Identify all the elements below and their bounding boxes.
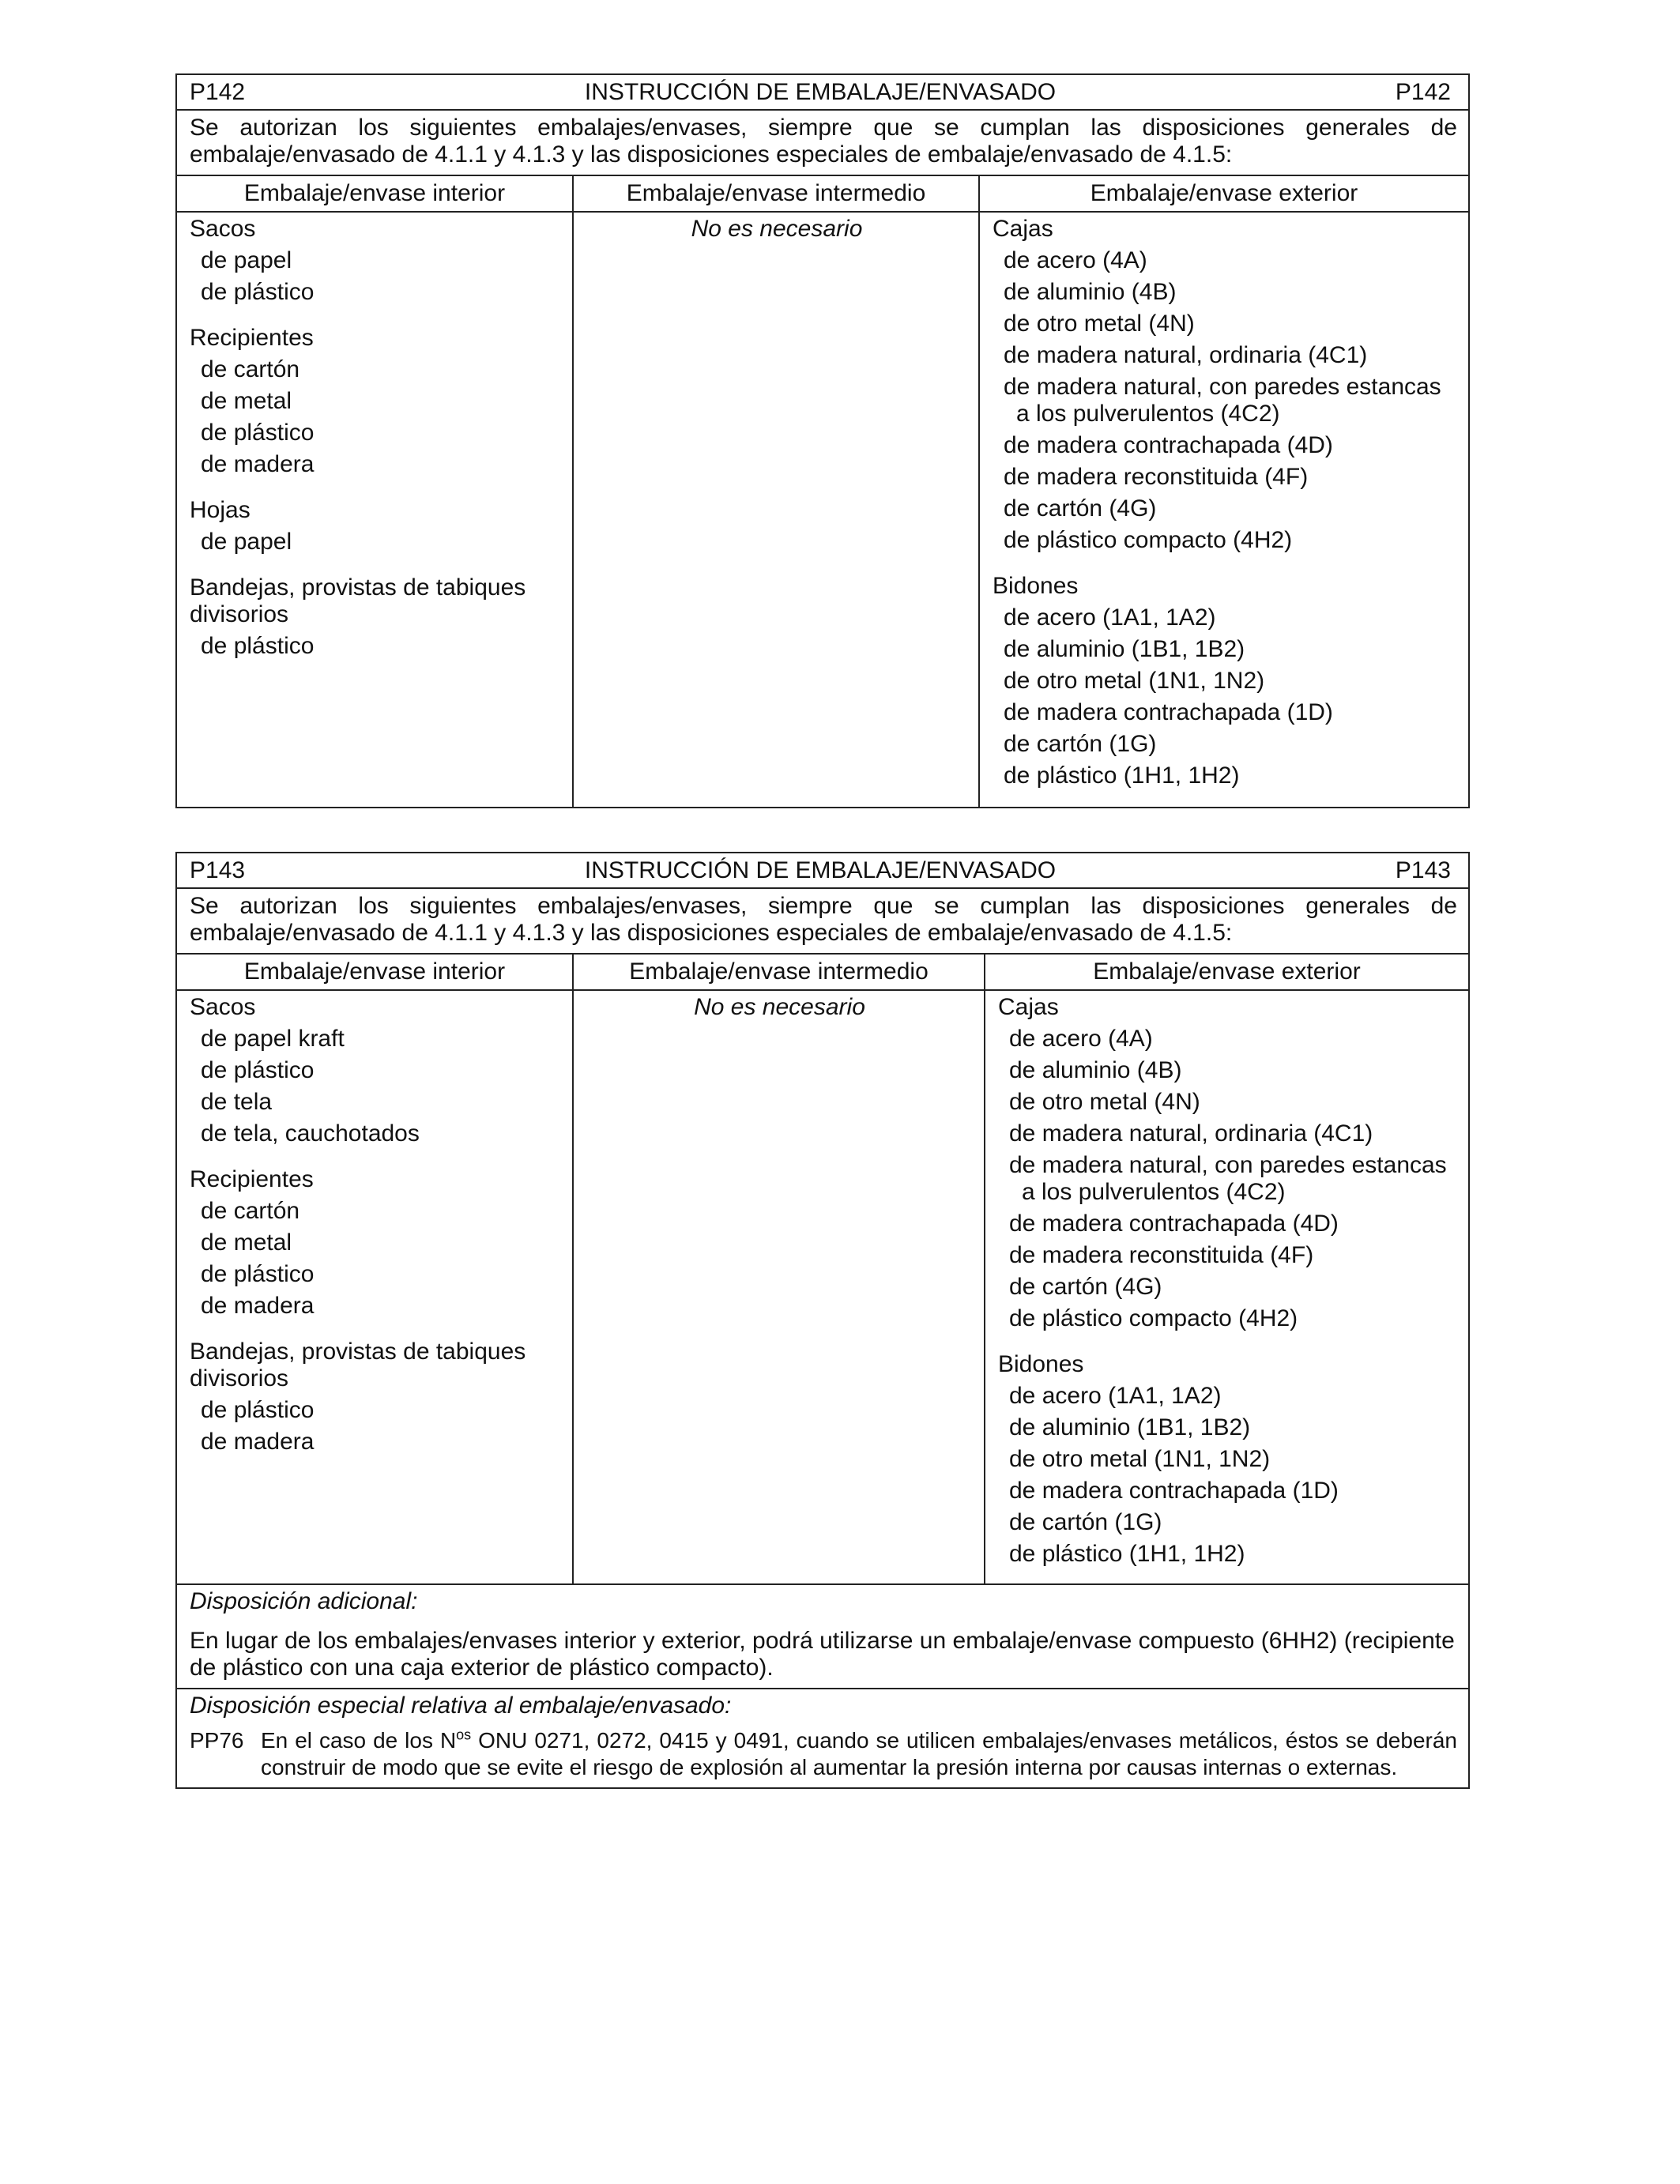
- instruction-intro: Se autorizan los siguientes embalajes/envases, siempre que se cumplan las disposiciones generales de embalaje/envasado de 4.1.1 y 4.1.3 y las disposiciones especiales de embalaje/envasado de 4.1.5:: [177, 111, 1468, 176]
- list-item: de cartón: [201, 1198, 300, 1224]
- list-item: de papel: [201, 247, 292, 273]
- intermediate-column: [574, 991, 985, 1583]
- exterior-column: [985, 991, 1468, 1583]
- special-provision-text-start: En el caso de los N: [261, 1728, 457, 1753]
- list-item: de aluminio (1B1, 1B2): [1004, 636, 1245, 662]
- list-item: de aluminio (1B1, 1B2): [1009, 1414, 1251, 1440]
- col-header-exterior: Embalaje/envase exterior: [1093, 958, 1361, 985]
- list-item: de cartón (4G): [1009, 1274, 1162, 1300]
- col-header-exterior: Embalaje/envase exterior: [1090, 180, 1358, 206]
- col-header-interior: Embalaje/envase interior: [177, 955, 574, 989]
- instruction-code-left: P142: [190, 78, 246, 105]
- list-item: de plástico compacto (4H2): [1004, 527, 1293, 553]
- list-item: de plástico: [201, 633, 315, 659]
- category-heading: Bidones: [998, 1351, 1084, 1377]
- category-heading: Hojas: [190, 497, 250, 523]
- category-heading: Bandejas, provistas de tabiques divisorios: [190, 1339, 526, 1391]
- list-item: de madera natural, con paredes estancas a los pulverulentos (4C2): [1009, 1152, 1447, 1205]
- category-heading: Sacos: [190, 994, 256, 1020]
- intermediate-column: [574, 213, 980, 807]
- list-item: de madera contrachapada (1D): [1004, 699, 1333, 725]
- list-item: de tela, cauchotados: [201, 1120, 420, 1147]
- packing-instruction-p142: [175, 73, 1470, 808]
- list-item: de madera: [201, 1429, 315, 1455]
- special-provision-superscript: os: [456, 1726, 472, 1743]
- list-item: de madera natural, ordinaria (4C1): [1004, 342, 1368, 368]
- packing-instruction-p143: [175, 852, 1470, 1789]
- list-item: de madera reconstituida (4F): [1009, 1242, 1314, 1268]
- list-item: de madera contrachapada (4D): [1004, 432, 1333, 458]
- instruction-intro: Se autorizan los siguientes embalajes/envases, siempre que se cumplan las disposiciones generales de embalaje/envasado de 4.1.1 y 4.1.3 y las disposiciones especiales de embalaje/envasado de 4.1.5:: [177, 889, 1468, 955]
- list-item: de tela: [201, 1089, 273, 1115]
- special-provision-title: Disposición especial relativa al embalaje/envasado:: [190, 1693, 732, 1719]
- list-item: de otro metal (4N): [1004, 311, 1195, 337]
- list-item: de acero (1A1, 1A2): [1009, 1383, 1222, 1409]
- category-heading: Sacos: [190, 216, 256, 242]
- col-header-intermediate: Embalaje/envase intermedio: [574, 955, 985, 989]
- special-provision-text: [261, 1727, 1457, 1781]
- instruction-code-left: P143: [190, 857, 246, 883]
- list-item: de cartón (4G): [1004, 495, 1157, 522]
- category-heading: Recipientes: [190, 325, 314, 351]
- instruction-code-right: P142: [1395, 78, 1451, 105]
- list-item: de madera: [201, 451, 315, 477]
- list-item: de plástico: [201, 279, 315, 305]
- list-item: de cartón (1G): [1004, 731, 1157, 757]
- list-item: de plástico: [201, 420, 315, 446]
- category-heading: Recipientes: [190, 1166, 314, 1192]
- instruction-title: INSTRUCCIÓN DE EMBALAJE/ENVASADO: [584, 78, 1057, 105]
- packaging-columns: [177, 991, 1468, 1585]
- col-header-intermediate: Embalaje/envase intermedio: [574, 176, 980, 211]
- list-item: de plástico (1H1, 1H2): [1009, 1541, 1245, 1567]
- list-item: de cartón: [201, 356, 300, 382]
- list-item: de papel: [201, 529, 292, 555]
- interior-column: [177, 991, 574, 1583]
- category-heading: Bidones: [993, 573, 1079, 599]
- list-item: de plástico: [201, 1057, 315, 1083]
- list-item: de otro metal (4N): [1009, 1089, 1200, 1115]
- list-item: de plástico: [201, 1261, 315, 1287]
- list-item: de acero (4A): [1004, 247, 1147, 273]
- additional-provision: [177, 1585, 1468, 1689]
- list-item: de plástico (1H1, 1H2): [1004, 763, 1240, 789]
- column-headers: [177, 176, 1468, 213]
- list-item: de madera natural, con paredes estancas a los pulverulentos (4C2): [1004, 374, 1441, 427]
- special-provision-text-end: ONU 0271, 0272, 0415 y 0491, cuando se utilicen embalajes/envases metálicos, éstos se deberán construir de modo que se evite el riesgo de explosión al aumentar la presión interna por causas internas o externas.: [261, 1728, 1457, 1779]
- list-item: de papel kraft: [201, 1026, 345, 1052]
- instruction-title: INSTRUCCIÓN DE EMBALAJE/ENVASADO: [584, 857, 1057, 883]
- interior-column: [177, 213, 574, 807]
- category-heading: Bandejas, provistas de tabiques divisorios: [190, 574, 526, 627]
- list-item: de plástico compacto (4H2): [1009, 1305, 1298, 1331]
- list-item: de metal: [201, 1229, 292, 1256]
- col-header-interior: Embalaje/envase interior: [177, 176, 574, 211]
- list-item: de madera contrachapada (4D): [1009, 1211, 1339, 1237]
- list-item: de madera reconstituida (4F): [1004, 464, 1309, 490]
- category-heading: Cajas: [998, 994, 1059, 1020]
- special-provision-entry: [190, 1727, 1457, 1781]
- additional-provision-title: Disposición adicional:: [190, 1588, 418, 1614]
- list-item: de cartón (1G): [1009, 1509, 1162, 1535]
- list-item: de acero (4A): [1009, 1026, 1153, 1052]
- list-item: de aluminio (4B): [1009, 1057, 1182, 1083]
- intermediate-value: No es necesario: [694, 994, 865, 1020]
- list-item: de acero (1A1, 1A2): [1004, 604, 1216, 631]
- special-provision: [177, 1689, 1468, 1787]
- list-item: de plástico: [201, 1397, 315, 1423]
- special-provision-code: PP76: [190, 1728, 244, 1753]
- list-item: de madera: [201, 1293, 315, 1319]
- list-item: de madera natural, ordinaria (4C1): [1009, 1120, 1373, 1147]
- instruction-header: [177, 75, 1468, 111]
- list-item: de otro metal (1N1, 1N2): [1009, 1446, 1271, 1472]
- column-headers: [177, 955, 1468, 991]
- category-heading: Cajas: [993, 216, 1053, 242]
- list-item: de madera contrachapada (1D): [1009, 1478, 1339, 1504]
- packaging-columns: [177, 213, 1468, 807]
- list-item: de aluminio (4B): [1004, 279, 1177, 305]
- list-item: de otro metal (1N1, 1N2): [1004, 668, 1265, 694]
- additional-provision-text: En lugar de los embalajes/envases interior y exterior, podrá utilizarse un embalaje/envase compuesto (6HH2) (recipiente de plástico con una caja exterior de plástico compacto).: [190, 1628, 1455, 1681]
- instruction-header: [177, 853, 1468, 889]
- intermediate-value: No es necesario: [691, 216, 863, 242]
- exterior-column: [980, 213, 1468, 807]
- instruction-code-right: P143: [1395, 857, 1451, 883]
- list-item: de metal: [201, 388, 292, 414]
